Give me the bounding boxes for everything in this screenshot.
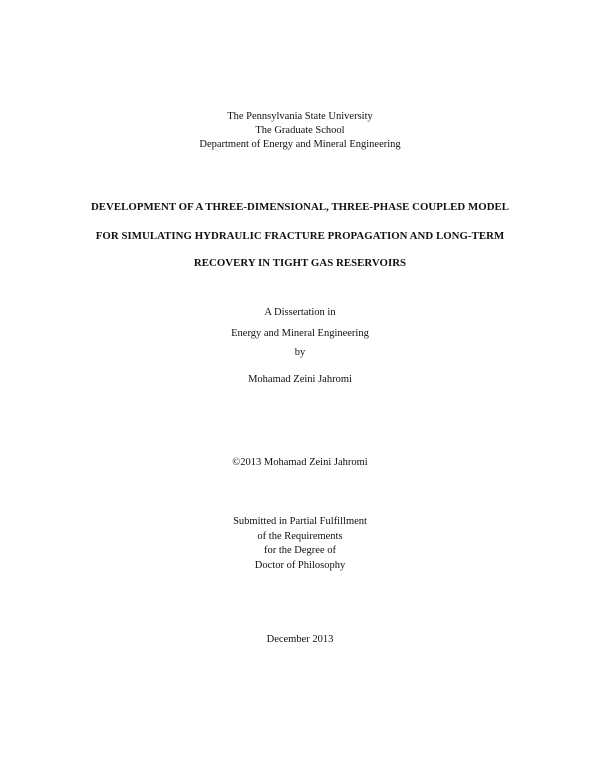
submission-line-3: for the Degree of bbox=[263, 545, 336, 556]
dissertation-field: Energy and Mineral Engineering bbox=[231, 328, 369, 339]
submission-line-2: of the Requirements bbox=[257, 531, 343, 542]
department-name: Department of Energy and Mineral Engineering bbox=[199, 139, 401, 150]
graduate-school: The Graduate School bbox=[255, 125, 345, 136]
submission-line-1: Submitted in Partial Fulfillment bbox=[233, 516, 367, 527]
submission-date: December 2013 bbox=[266, 634, 334, 645]
title-line-1: DEVELOPMENT OF A THREE-DIMENSIONAL, THREE-PHASE COUPLED MODEL bbox=[90, 201, 510, 213]
copyright-notice: ©2013 Mohamad Zeini Jahromi bbox=[232, 457, 368, 468]
title-line-3: RECOVERY IN TIGHT GAS RESERVOIRS bbox=[193, 257, 407, 269]
title-line-2: FOR SIMULATING HYDRAULIC FRACTURE PROPAGATION AND LONG-TERM bbox=[95, 230, 505, 242]
university-name: The Pennsylvania State University bbox=[227, 111, 373, 122]
degree-name: Doctor of Philosophy bbox=[254, 560, 346, 571]
by-line: by bbox=[294, 347, 306, 358]
author-name: Mohamad Zeini Jahromi bbox=[248, 374, 352, 385]
dissertation-type: A Dissertation in bbox=[264, 307, 336, 318]
